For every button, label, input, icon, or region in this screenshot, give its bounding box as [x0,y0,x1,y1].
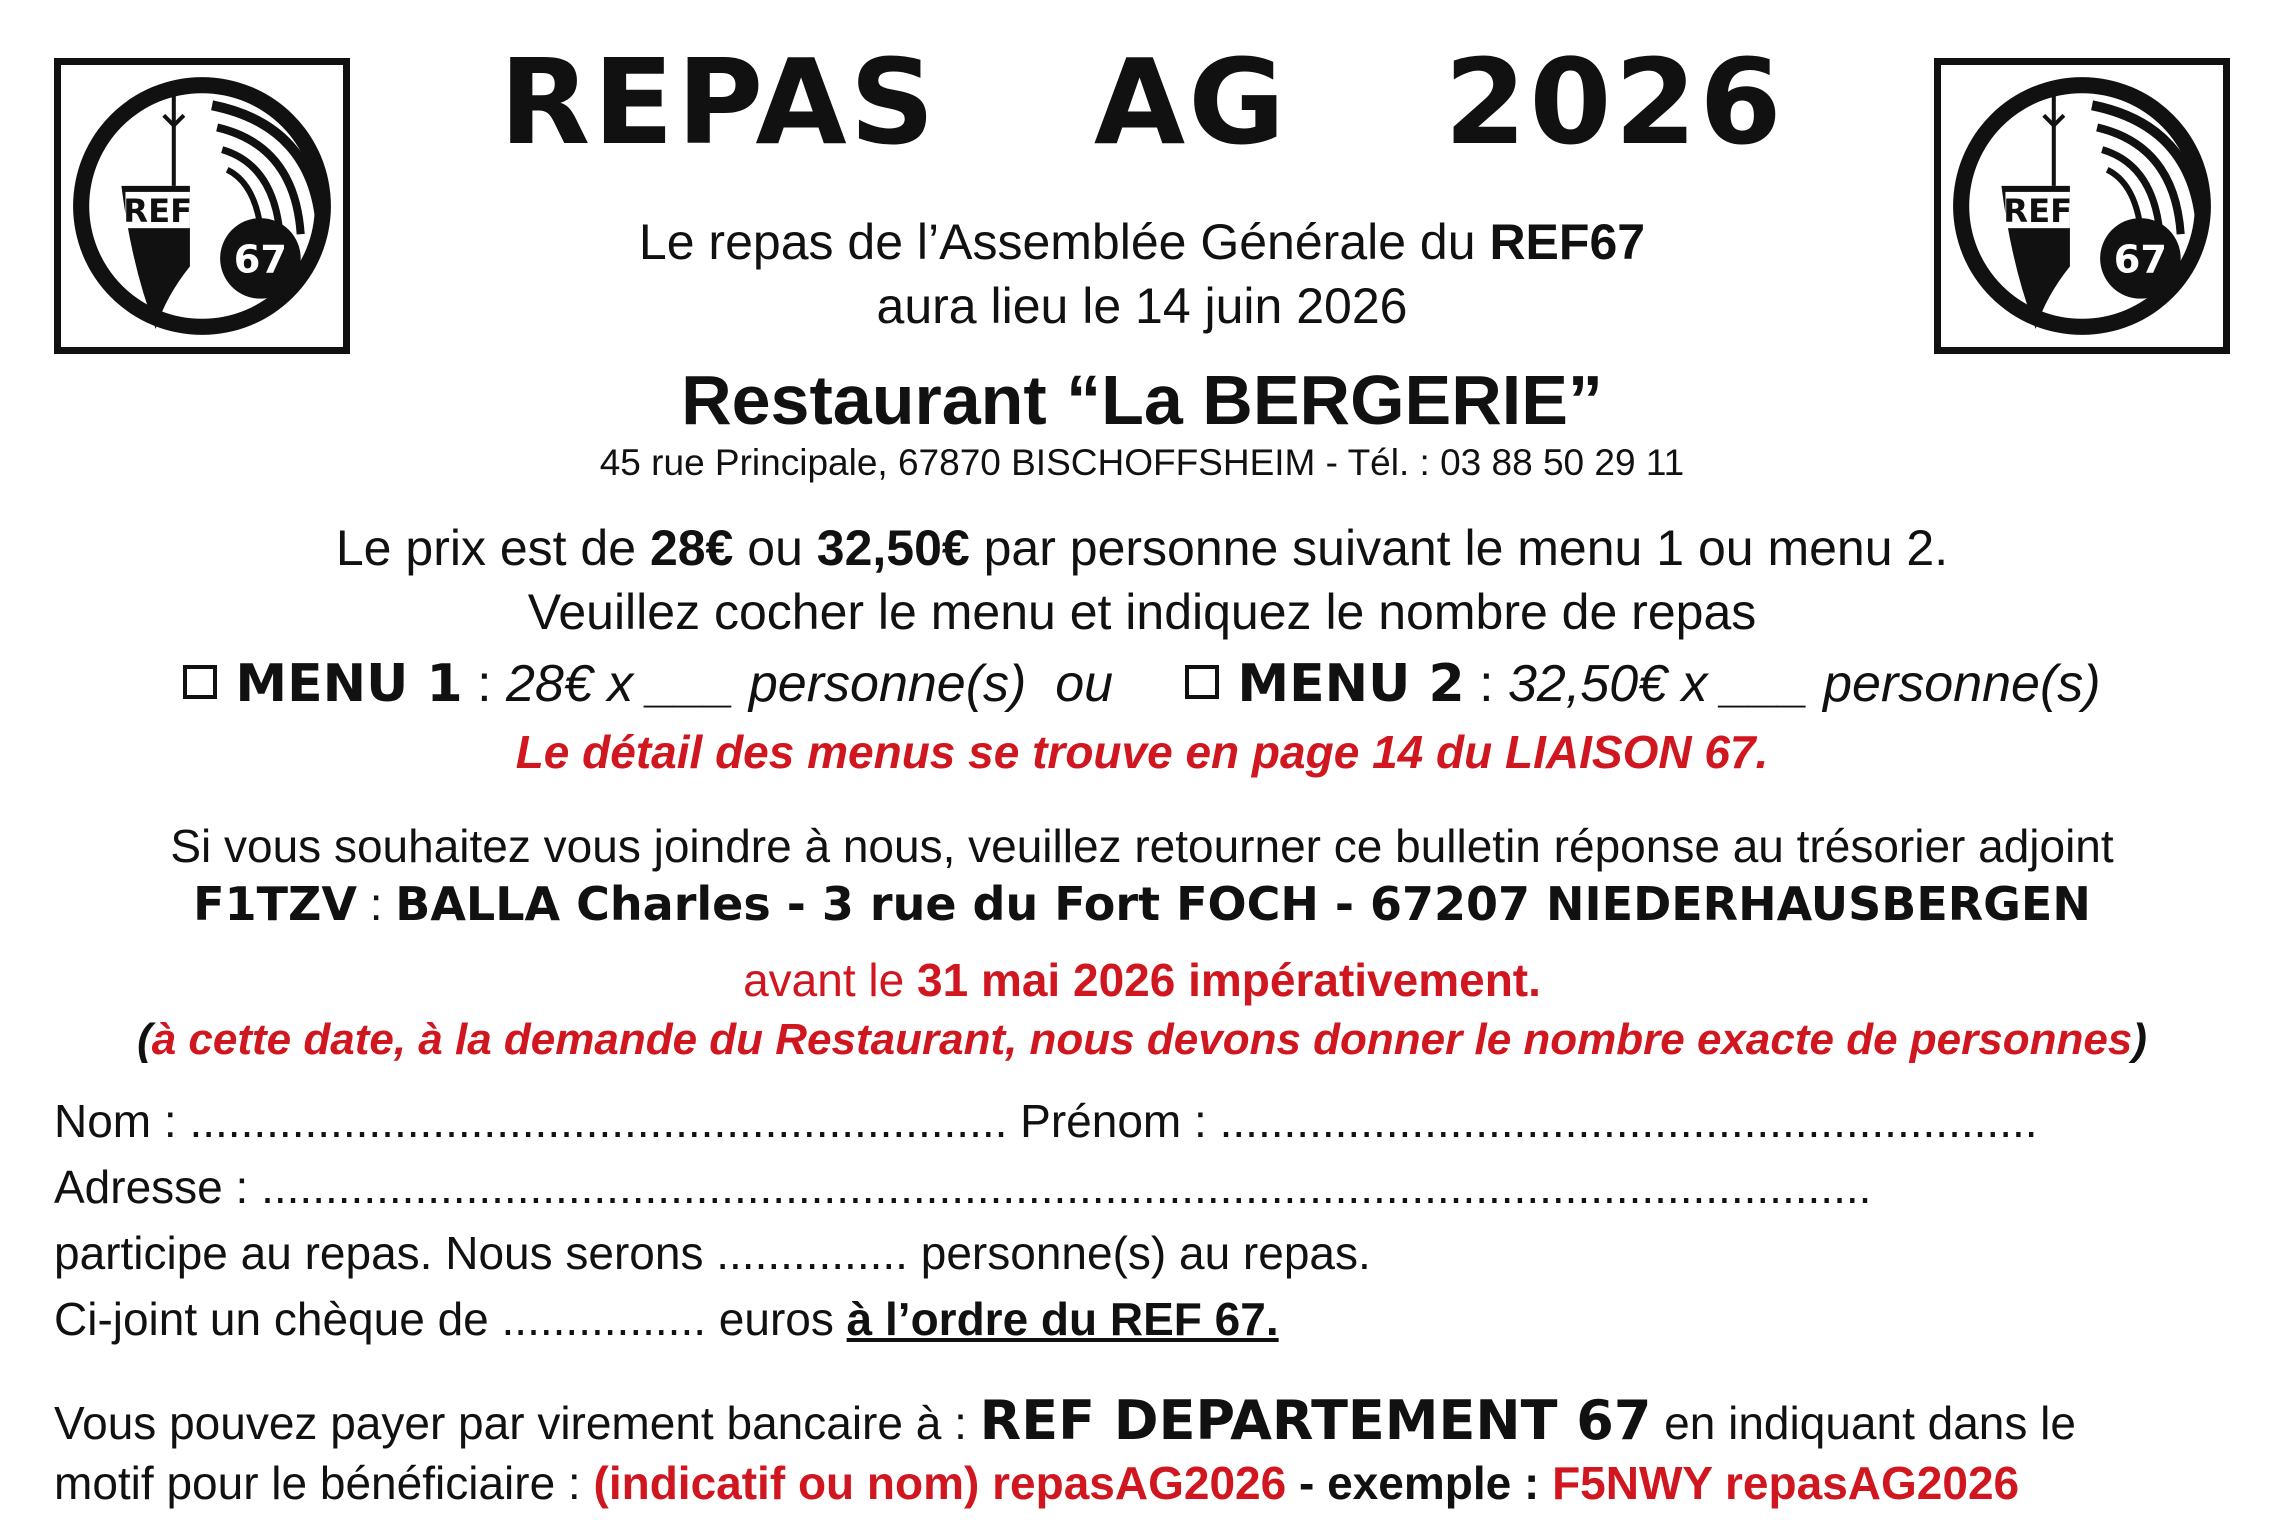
treasurer-line [0,874,2284,934]
warning-open-paren: ( [137,1015,152,1064]
menu-1-price: 28€ x ___ personne(s) [506,655,1027,713]
adresse-label: Adresse : [54,1161,262,1213]
restaurant-name: Restaurant “La BERGERIE” [681,361,1603,439]
logo-text: REF [2003,192,2073,231]
logo-number: 67 [233,237,288,283]
cheque-order: à l’ordre du REF 67. [846,1293,1279,1345]
participe-prefix: participe au repas. Nous serons [54,1227,717,1279]
price-menu-2: 32,50€ [816,520,970,576]
participants-count-field[interactable]: ............... [716,1227,908,1279]
form-line-address [54,1156,2230,1218]
intro-ref67: REF67 [1489,214,1646,270]
menu-2-colon: : [1464,655,1508,713]
treasurer-separator: : [356,878,396,930]
participe-suffix: personne(s) au repas. [907,1227,1371,1279]
price-line [0,516,2284,580]
payment-motif-label: motif pour le bénéficiaire : [54,1457,594,1509]
form-line-cheque [54,1288,2230,1350]
intro-line-1 [0,210,2284,274]
warning-close-paren: ) [2132,1015,2147,1064]
intro-block [0,210,2284,338]
payment-line-2 [54,1452,2244,1514]
menu-1-checkbox[interactable] [183,665,217,699]
intro-line-1-text: Le repas de l’Assemblée Générale du [638,214,1490,270]
prenom-label: Prénom : [1007,1095,1220,1147]
payment-prefix: Vous pouvez payer par virement bancaire à : [54,1397,980,1449]
form-line-participants [54,1222,2230,1284]
restaurant-address: 45 rue Principale, 67870 BISCHOFFSHEIM - Tél. : 03 88 50 29 11 [599,442,1685,483]
cheque-middle: euros [706,1293,847,1345]
price-suffix: par personne suivant le menu 1 ou menu 2. [969,520,1949,576]
cheque-amount-field[interactable]: ................ [501,1293,706,1345]
nom-label: Nom : [54,1095,190,1147]
join-instructions: Si vous souhaitez vous joindre à nous, veuillez retourner ce bulletin réponse au trésorier adjoint [170,820,2114,872]
price-instruction: Veuillez cocher le menu et indiquez le nombre de repas [527,584,1757,640]
menu-1-colon: : [462,655,507,713]
logo-number: 67 [2113,237,2168,283]
payment-suffix: en indiquant dans le [1651,1397,2076,1449]
menu-or: ou [1026,655,1142,713]
treasurer-callsign: F1TZV [193,877,357,931]
deadline-warning [0,1010,2284,1070]
payment-line-1 [54,1390,2244,1454]
treasurer-address: BALLA Charles - 3 rue du Fort FOCH - 67207 NIEDERHAUSBERGEN [395,877,2091,931]
deadline-date: 31 mai 2026 impérativement. [917,954,1541,1006]
adresse-field[interactable]: .............................................................................................................................. [261,1161,1872,1213]
price-menu-1: 28€ [649,520,734,576]
nom-field[interactable]: ................................................................ [189,1095,1008,1147]
menu-1-label: MENU 1 [235,654,463,714]
prenom-field[interactable]: ................................................................ [1219,1095,2038,1147]
form-line-name [54,1090,2230,1152]
menu-details-note: Le détail des menus se trouve en page 14 du LIAISON 67. [515,726,1769,778]
menu-2-price: 32,50€ x ___ personne(s) [1507,655,2101,713]
intro-line-2: aura lieu le 14 juin 2026 [876,278,1408,334]
payment-reference-format: (indicatif ou nom) repasAG2026 [593,1457,1287,1509]
payment-beneficiary: REF DEPARTEMENT 67 [979,1389,1652,1452]
warning-text: à cette date, à la demande du Restaurant, nous devons donner le nombre exacte de personnes [151,1015,2133,1064]
payment-example-label: - exemple : [1286,1457,1553,1509]
price-or: ou [733,520,817,576]
logo-text: REF [123,192,193,231]
deadline-prefix: avant le [743,954,917,1006]
menu-2-checkbox[interactable] [1185,665,1219,699]
price-prefix: Le prix est de [335,520,650,576]
deadline-line [0,950,2284,1010]
menu-choice-line [0,650,2284,718]
payment-example: F5NWY repasAG2026 [1552,1457,2020,1509]
page-title: REPAS AG 2026 [499,33,1785,171]
menu-2-label: MENU 2 [1237,654,1465,714]
cheque-prefix: Ci-joint un chèque de [54,1293,502,1345]
price-block [0,516,2284,644]
